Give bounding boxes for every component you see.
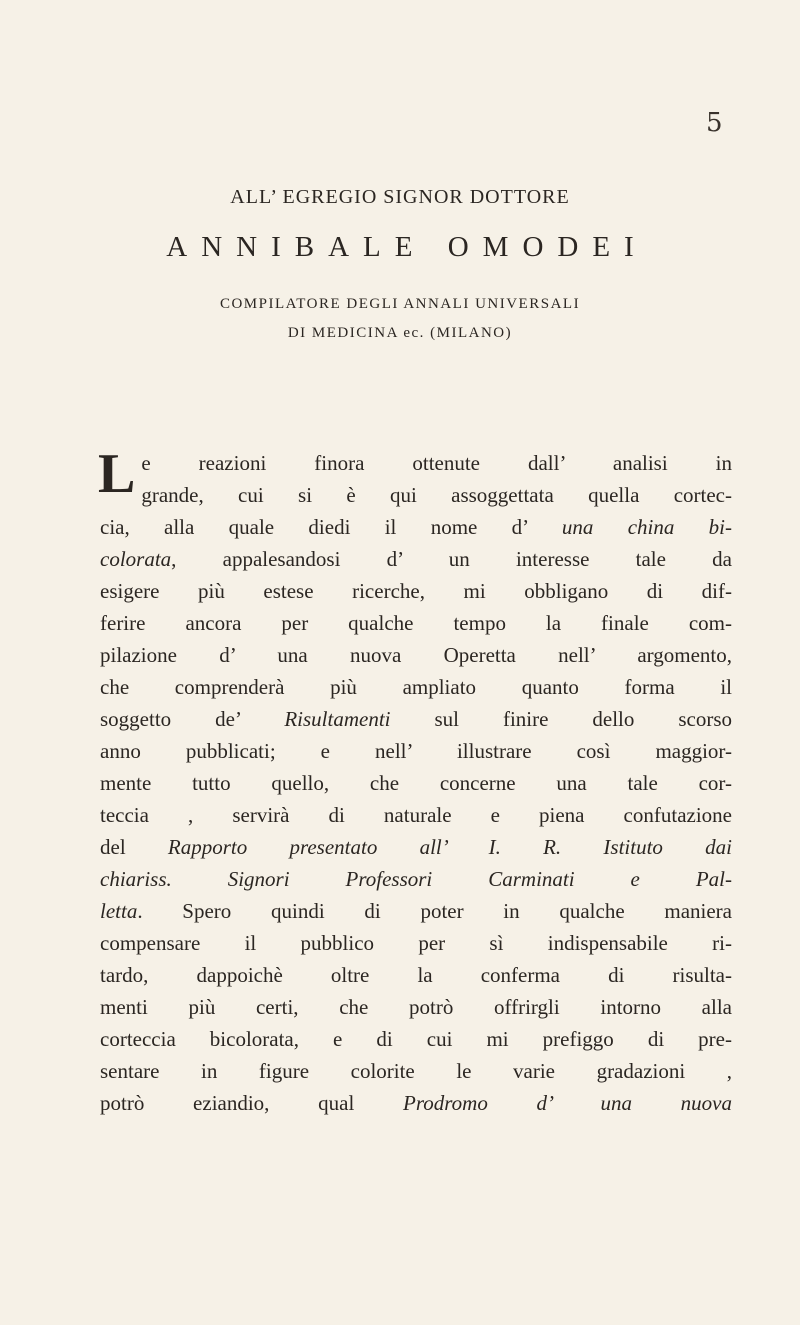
text-run: sul finire dello scorso <box>390 707 732 731</box>
text-line <box>100 927 732 959</box>
text-run: ferire ancora per qualche tempo la finale com- <box>100 611 732 635</box>
text-run: teccia , servirà di naturale e piena confutazione <box>100 803 732 827</box>
italic-run: letta <box>100 899 138 923</box>
italic-run: Rapporto presentato all’ I. R. Istituto dai <box>167 835 732 859</box>
text-line <box>100 447 732 479</box>
dedication <box>0 176 800 342</box>
text-line <box>100 991 732 1023</box>
text-run: che comprenderà più ampliato quanto forma il <box>100 675 732 699</box>
drop-cap: L <box>98 443 136 505</box>
body-text <box>98 443 733 1119</box>
text-run: mente tutto quello, che concerne una tale cor- <box>100 771 732 795</box>
text-run: menti più certi, che potrò offrirgli intorno alla <box>100 995 732 1019</box>
text-run: pilazione d’ una nuova Operetta nell’ argomento, <box>100 643 732 667</box>
text-run: soggetto de’ <box>100 707 285 731</box>
text-line <box>100 575 732 607</box>
text-run: e reazioni finora ottenute dall’ analisi in <box>141 451 732 475</box>
text-line <box>100 1055 732 1087</box>
dedication-salutation: ALL’ EGREGIO SIGNOR DOTTORE <box>230 186 570 208</box>
text-line <box>100 607 732 639</box>
text-run: , appalesandosi d’ un interesse tale da <box>171 547 732 571</box>
text-line <box>100 831 732 863</box>
text-line <box>100 639 732 671</box>
text-run: compensare il pubblico per sì indispensabile ri- <box>100 931 732 955</box>
italic-run: chiariss. Signori Professori Carminati e Pal- <box>100 867 732 891</box>
dedicatee-title: COMPILATORE DEGLI ANNALI UNIVERSALI <box>219 296 581 312</box>
text-line <box>100 767 732 799</box>
text-line <box>100 799 732 831</box>
text-run: anno pubblicati; e nell’ illustrare così maggior- <box>100 739 732 763</box>
text-line <box>100 479 732 511</box>
text-run: del <box>100 835 168 859</box>
text-run: corteccia bicolorata, e di cui mi prefiggo di pre- <box>100 1027 732 1051</box>
text-run: grande, cui si è qui assoggettata quella cortec- <box>141 483 732 507</box>
text-run: esigere più estese ricerche, mi obbligano di dif- <box>100 579 732 603</box>
text-line <box>100 959 732 991</box>
text-line <box>100 671 732 703</box>
text-line <box>100 543 732 575</box>
text-run: . Spero quindi di poter in qualche maniera <box>137 899 732 923</box>
dedicatee-name: ANNIBALE OMODEI <box>166 231 648 263</box>
dedicatee-place: DI MEDICINA ec. (MILANO) <box>287 325 513 341</box>
italic-run: Prodromo d’ una nuova <box>403 1091 732 1115</box>
text-run: sentare in figure colorite le varie gradazioni , <box>100 1059 732 1083</box>
text-line <box>100 1087 732 1119</box>
italic-run: una china bi- <box>561 515 733 539</box>
text-line <box>100 735 732 767</box>
text-run: cia, alla quale diedi il nome d’ <box>100 515 562 539</box>
page-number: 5 <box>706 108 723 138</box>
text-run: potrò eziandio, qual <box>100 1091 404 1115</box>
text-line <box>100 511 732 543</box>
text-line <box>100 1023 732 1055</box>
text-line <box>100 863 732 895</box>
italic-run: colorata <box>100 547 172 571</box>
text-line <box>100 895 732 927</box>
text-line <box>100 703 732 735</box>
italic-run: Risultamenti <box>284 707 391 731</box>
text-run: tardo, dappoichè oltre la conferma di risulta- <box>100 963 732 987</box>
